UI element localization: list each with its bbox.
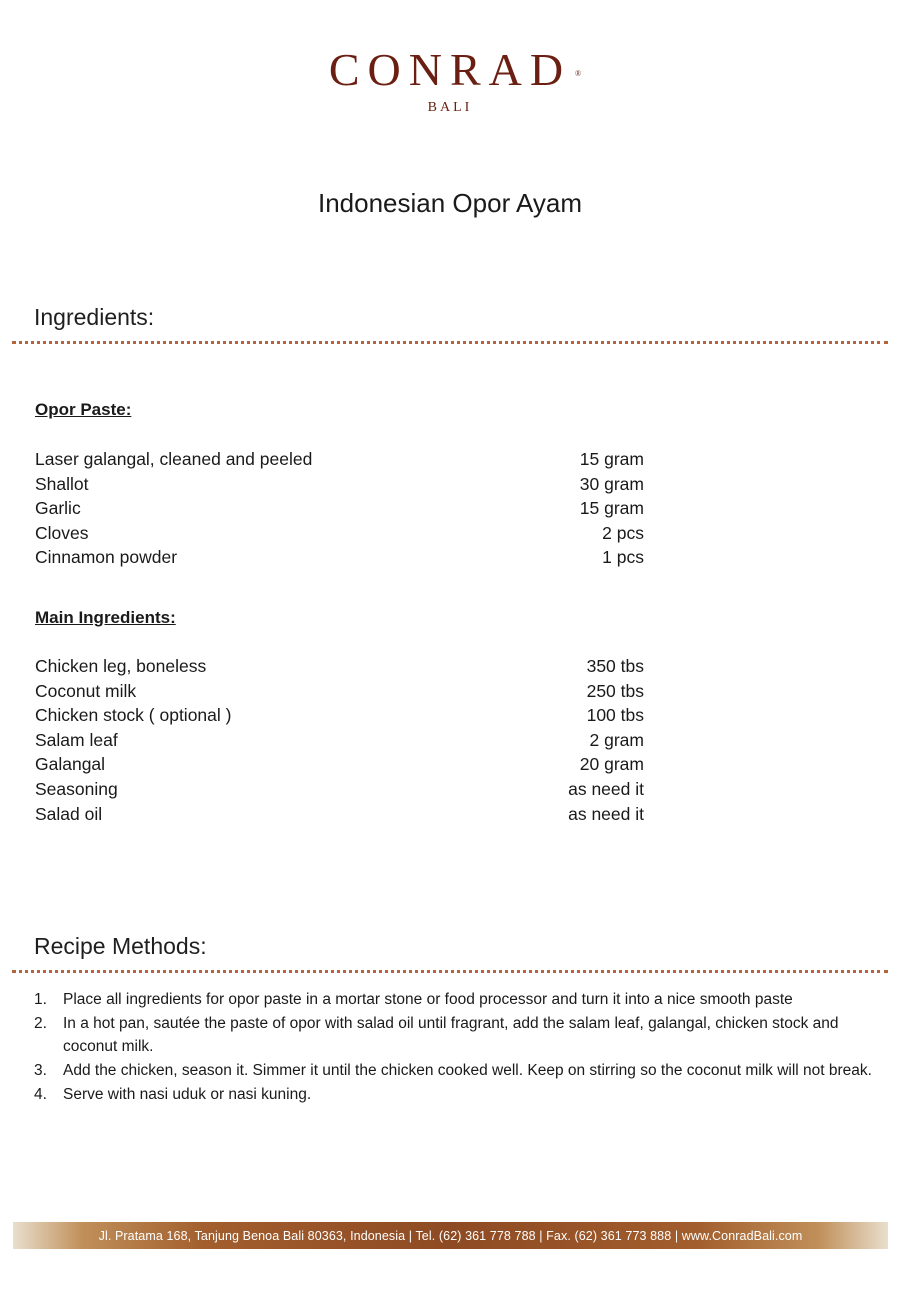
ingredient-amount: 15 gram (579, 449, 644, 469)
opor-paste-heading: Opor Paste: (35, 400, 132, 419)
ingredient-name: Salam leaf (35, 729, 118, 750)
ingredient-row (35, 545, 644, 570)
ingredient-name: Coconut milk (35, 680, 137, 701)
ingredient-amount: as need it (568, 778, 644, 799)
brand-location: BALI (427, 100, 473, 115)
main-ingredients-heading: Main Ingredients: (35, 608, 176, 627)
ingredient-name: Seasoning (35, 778, 118, 799)
ingredient-row (35, 521, 644, 546)
ingredient-amount: as need it (568, 803, 644, 824)
ingredient-amount: 15 gram (579, 498, 644, 519)
recipe-methods-heading: Recipe Methods: (34, 933, 207, 959)
step-number: 2. (34, 1015, 47, 1032)
ingredients-heading: Ingredients: (34, 304, 155, 330)
ingredient-name: Chicken stock ( optional ) (35, 705, 232, 726)
ingredient-name: Laser galangal, cleaned and peeled (35, 449, 313, 469)
ingredient-amount: 250 tbs (586, 680, 644, 701)
ingredient-name: Cinnamon powder (35, 547, 178, 568)
opor-paste-list (35, 447, 644, 570)
ingredient-row (35, 654, 644, 679)
method-step (34, 1083, 884, 1106)
ingredient-row (35, 472, 644, 497)
ingredient-amount: 30 gram (579, 473, 644, 494)
method-step (34, 1012, 884, 1058)
ingredient-row (35, 496, 644, 521)
step-text: In a hot pan, sautée the paste of opor with salad oil until fragrant, add the salam leaf, galangal, chicken stock and coconut milk. (63, 1015, 839, 1055)
step-text: Add the chicken, season it. Simmer it until the chicken cooked well. Keep on stirring so the coconut milk will not break. (63, 1062, 872, 1079)
ingredient-name: Salad oil (35, 803, 103, 824)
ingredient-row (35, 447, 644, 472)
ingredients-divider (12, 341, 888, 344)
ingredient-name: Garlic (35, 498, 81, 519)
ingredient-amount: 1 pcs (602, 547, 644, 568)
ingredient-name: Galangal (35, 754, 106, 775)
step-text: Serve with nasi uduk or nasi kuning. (63, 1086, 312, 1103)
main-ingredients-list (35, 654, 644, 826)
step-number: 3. (34, 1062, 47, 1079)
footer-contact: Jl. Pratama 168, Tanjung Benoa Bali 80363, Indonesia | Tel. (62) 361 778 788 | Fax. (62) 361 773 888 | www.ConradBali.com (98, 1228, 803, 1243)
registered-mark: ® (575, 69, 582, 78)
ingredient-row (35, 802, 644, 827)
brand-name: CONRAD (328, 44, 572, 95)
methods-divider (12, 970, 888, 973)
conrad-logo (0, 44, 900, 116)
ingredient-amount: 100 tbs (586, 705, 644, 726)
step-text: Place all ingredients for opor paste in a mortar stone or food processor and turn it into a nice smooth paste (63, 991, 793, 1008)
step-number: 4. (34, 1086, 47, 1103)
ingredient-amount: 20 gram (579, 754, 644, 775)
footer-band (13, 1222, 888, 1249)
ingredient-row (35, 703, 644, 728)
method-step (34, 988, 884, 1011)
ingredient-name: Shallot (35, 473, 89, 494)
ingredient-row (35, 752, 644, 777)
ingredient-row (35, 728, 644, 753)
ingredient-amount: 2 gram (589, 729, 644, 750)
ingredient-amount: 350 tbs (586, 656, 644, 676)
ingredient-name: Chicken leg, boneless (35, 656, 207, 676)
ingredient-row (35, 679, 644, 704)
ingredient-name: Cloves (35, 522, 89, 543)
recipe-title: Indonesian Opor Ayam (317, 188, 583, 218)
methods-list (34, 988, 884, 1107)
ingredient-amount: 2 pcs (602, 522, 644, 543)
step-number: 1. (34, 991, 47, 1008)
ingredient-row (35, 777, 644, 802)
method-step (34, 1059, 884, 1082)
